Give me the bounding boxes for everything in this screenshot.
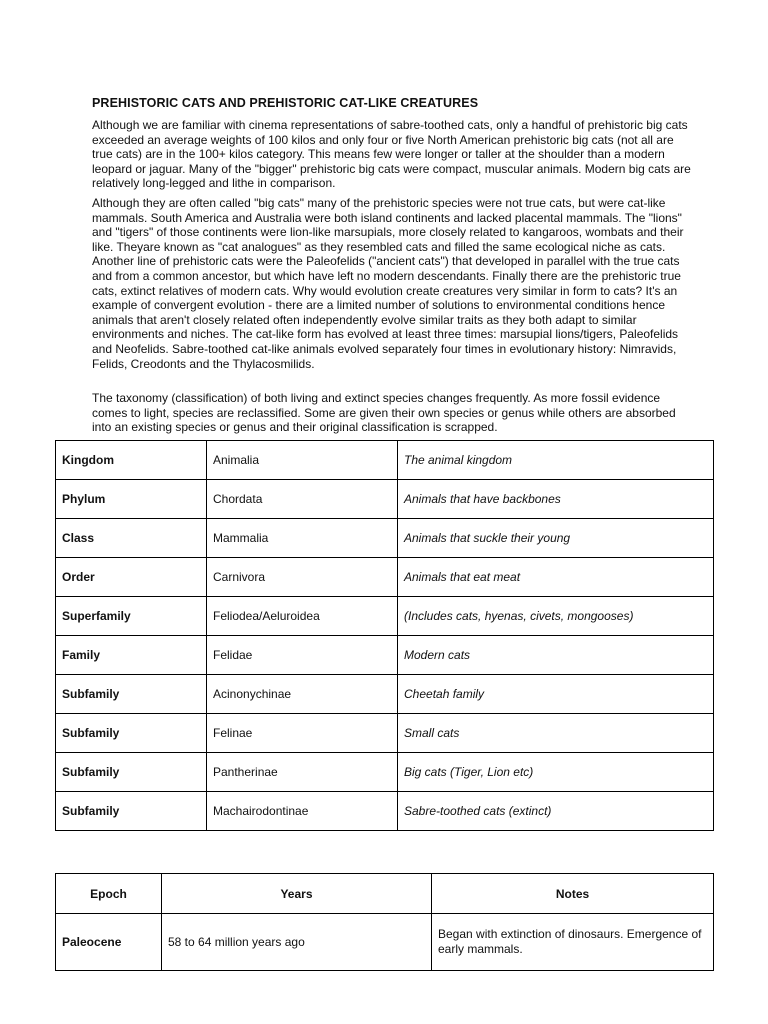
rank-cell: Phylum: [56, 480, 207, 519]
column-header-years: Years: [162, 874, 432, 914]
table-row: [56, 441, 714, 480]
table-row: [56, 636, 714, 675]
table-row: [56, 519, 714, 558]
description-cell: The animal kingdom: [398, 441, 714, 480]
table-row: [56, 597, 714, 636]
rank-cell: Subfamily: [56, 753, 207, 792]
taxon-cell: Pantherinae: [207, 753, 398, 792]
description-cell: (Includes cats, hyenas, civets, mongooses): [398, 597, 714, 636]
rank-cell: Subfamily: [56, 714, 207, 753]
description-cell: Animals that have backbones: [398, 480, 714, 519]
description-cell: Sabre-toothed cats (extinct): [398, 792, 714, 831]
description-cell: Modern cats: [398, 636, 714, 675]
rank-cell: Superfamily: [56, 597, 207, 636]
epoch-cell: Paleocene: [56, 914, 162, 971]
table-row: [56, 914, 714, 971]
description-cell: Animals that suckle their young: [398, 519, 714, 558]
taxon-cell: Chordata: [207, 480, 398, 519]
taxon-cell: Felinae: [207, 714, 398, 753]
table-header-row: [56, 874, 714, 914]
taxon-cell: Mammalia: [207, 519, 398, 558]
epoch-table: [55, 873, 714, 971]
table-row: [56, 675, 714, 714]
taxon-cell: Acinonychinae: [207, 675, 398, 714]
table-row: [56, 480, 714, 519]
notes-cell: Began with extinction of dinosaurs. Emergence of early mammals.: [432, 914, 714, 971]
table-row: [56, 558, 714, 597]
paragraph-intro: Although we are familiar with cinema representations of sabre-toothed cats, only a handful of prehistoric big cats exceeded an average weights of 100 kilos and only four or five North American prehistoric big cats (not all are true cats) are in the 100+ kilos category. This means few were longer or taller at the shoulder than a modern leopard or jaguar. Many of the "bigger" prehistoric big cats were compact, muscular animals. Modern big cats are relatively long-legged and lithe in comparison.: [92, 118, 691, 191]
rank-cell: Kingdom: [56, 441, 207, 480]
table-row: [56, 792, 714, 831]
rank-cell: Subfamily: [56, 675, 207, 714]
paragraph-cat-analogues: Although they are often called "big cats" many of the prehistoric species were not true cats, but were cat-like mammals. South America and Australia were both island continents and lacked placental mammals. The "lions" and "tigers" of those continents were lion-like marsupials, more closely related to kangaroos, wombats and their like. Theyare known as "cat analogues" as they resembled cats and filled the same ecological niche as cats. Another line of prehistoric cats were the Paleofelids ("ancient cats") that developed in parallel with the true cats and from a common ancestor, but which have left no modern descendants. Finally there are the prehistoric true cats, extinct relatives of modern cats. Why would evolution create creatures very similar in form to cats? It's an example of convergent evolution - there are a limited number of solutions to environmental conditions hence animals that aren't closely related often independently evolve similar traits as they both adapt to similar environments and niches. The cat-like form has evolved at least three times: marsupial lions/tigers, Paleofelids and Neofelids. Sabre-toothed cat-like animals evolved separately four times in evolutionary history: Nimravids, Felids, Creodonts and the Thylacosmilids.: [92, 196, 684, 371]
rank-cell: Subfamily: [56, 792, 207, 831]
taxon-cell: Machairodontinae: [207, 792, 398, 831]
taxon-cell: Animalia: [207, 441, 398, 480]
description-cell: Cheetah family: [398, 675, 714, 714]
rank-cell: Order: [56, 558, 207, 597]
description-cell: Big cats (Tiger, Lion etc): [398, 753, 714, 792]
rank-cell: Family: [56, 636, 207, 675]
taxonomy-table: [55, 440, 714, 831]
page-title: PREHISTORIC CATS AND PREHISTORIC CAT-LIKE CREATURES: [92, 96, 479, 110]
column-header-epoch: Epoch: [56, 874, 162, 914]
taxon-cell: Feliodea/Aeluroidea: [207, 597, 398, 636]
description-cell: Animals that eat meat: [398, 558, 714, 597]
taxon-cell: Felidae: [207, 636, 398, 675]
rank-cell: Class: [56, 519, 207, 558]
years-cell: 58 to 64 million years ago: [162, 914, 432, 971]
column-header-notes: Notes: [432, 874, 714, 914]
table-row: [56, 753, 714, 792]
description-cell: Small cats: [398, 714, 714, 753]
table-row: [56, 714, 714, 753]
paragraph-taxonomy: The taxonomy (classification) of both living and extinct species changes frequently. As more fossil evidence comes to light, species are reclassified. Some are given their own species or genus while others are absorbed into an existing species or genus and their original classification is scrapped.: [92, 391, 676, 435]
taxon-cell: Carnivora: [207, 558, 398, 597]
